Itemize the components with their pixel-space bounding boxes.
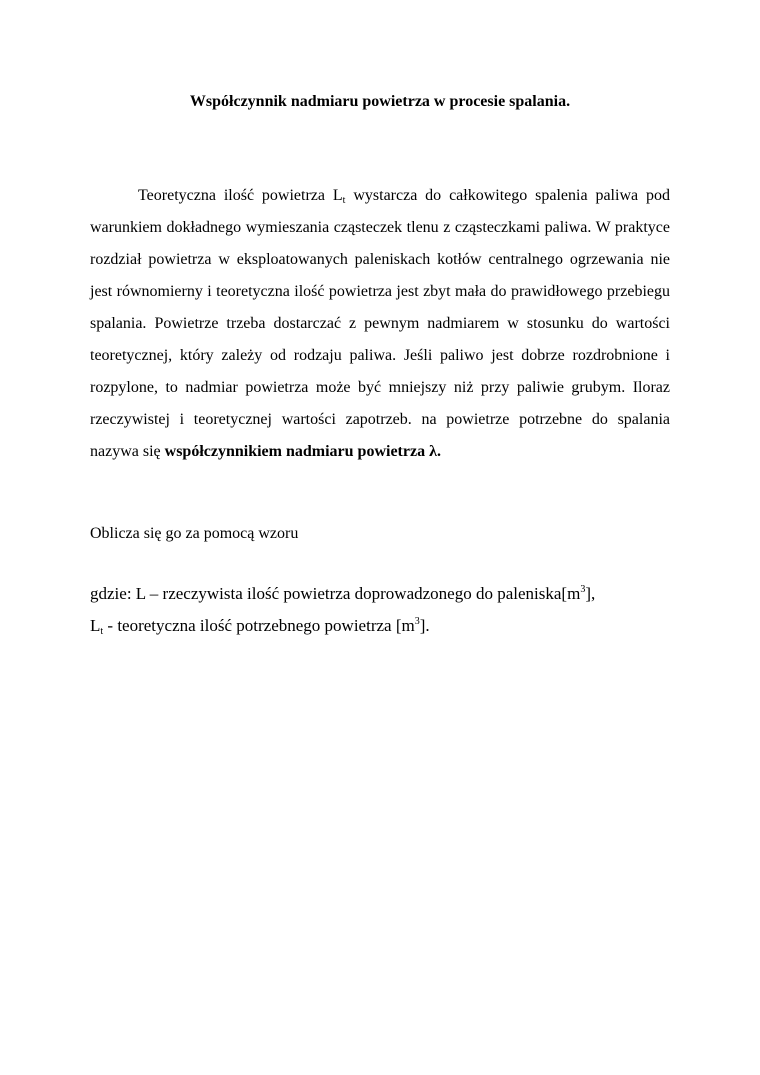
main-paragraph: [90, 180, 670, 468]
definition-2-sup: 3: [414, 616, 420, 627]
definition-1-text: gdzie: L – rzeczywista ilość powietrza doprowadzonego do paleniska[m: [90, 584, 581, 603]
paragraph-text-2: wystarcza do całkowitego spalenia paliwa pod warunkiem dokładnego wymieszania cząsteczek tlenu z cząsteczkami paliwa. W praktyce rozdział powietrza w eksploatowanych paleniskach kotłów centralnego ogrzewania nie jest równomierny i teoretyczna ilość powietrza jest zbyt mała do prawidłowego przebiegu spalania. Powietrze trzeba dostarczać z pewnym nadmiarem w stosunku do wartości teoretycznej, który zależy od rodzaju paliwa. Jeśli paliwo jest dobrze rozdrobnione i rozpylone, to nadmiar powietrza może być mniejszy niż przy paliwie grubym. Iloraz rzeczywistej i teoretycznej wartości zapotrzeb. na powietrze potrzebne do spalania nazywa się: [90, 187, 670, 460]
definition-line-1: [90, 582, 670, 606]
definition-1-end: ],: [585, 584, 596, 603]
paragraph-text-1: Teoretyczna ilość powietrza L: [138, 187, 343, 204]
definition-1-sup: 3: [580, 584, 586, 595]
definition-2-end: ].: [419, 616, 430, 635]
document-title: Współczynnik nadmiaru powietrza w procesie spalania.: [189, 93, 571, 110]
definition-2-text: - teoretyczna ilość potrzebnego powietrza [m: [103, 616, 415, 635]
definition-line-2: [90, 614, 670, 638]
bold-term: współczynnikiem nadmiaru powietrza λ.: [164, 443, 441, 460]
definition-2-sub: t: [100, 626, 104, 637]
formula-intro: Oblicza się go za pomocą wzoru: [90, 525, 299, 542]
subscript-t: t: [342, 195, 346, 206]
definition-2-symbol: L: [90, 616, 101, 635]
